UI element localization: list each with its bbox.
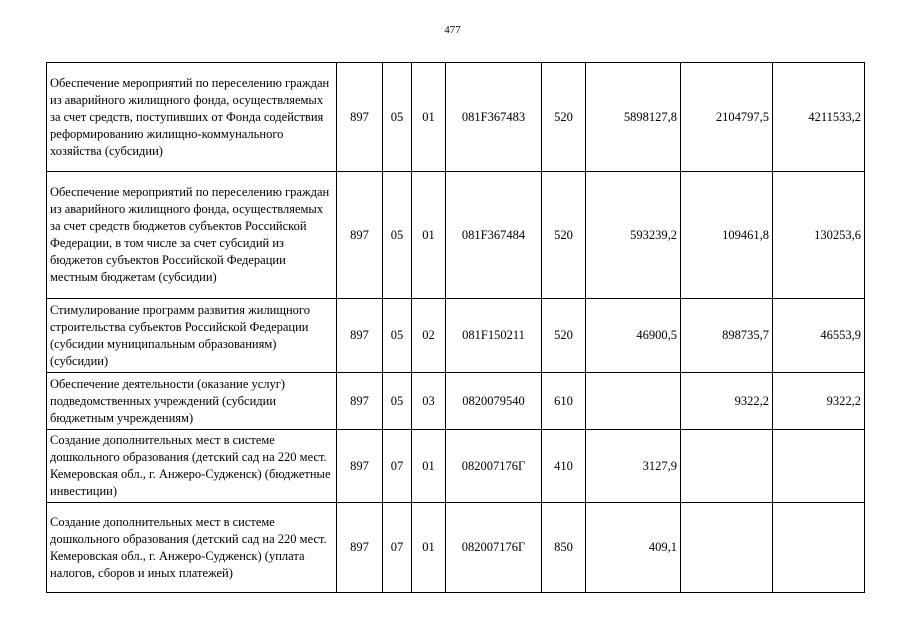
- row-grbs-code: 897: [337, 503, 383, 593]
- row-amount-year-3: [773, 430, 865, 503]
- table-row: [47, 172, 865, 299]
- page-number: 477: [444, 24, 461, 36]
- row-description: Обеспечение мероприятий по переселению граждан из аварийного жилищного фонда, осуществляемых за счет средств бюджетов субъектов Российской Федерации, в том числе за счет субсидий из бюджетов субъектов Российской Федерации местным бюджетам (субсидии): [47, 172, 337, 299]
- row-description: Создание дополнительных мест в системе дошкольного образования (детский сад на 220 мест. Кемеровская обл., г. Анжеро-Судженск) (бюджетные инвестиции): [47, 430, 337, 503]
- row-subsection-code: 01: [412, 172, 446, 299]
- row-expense-type-code: 520: [542, 63, 586, 172]
- table-row: [47, 373, 865, 430]
- row-description: Обеспечение деятельности (оказание услуг) подведомственных учреждений (субсидии бюджетным учреждениям): [47, 373, 337, 430]
- row-amount-year-1: [586, 373, 681, 430]
- row-subsection-code: 01: [412, 430, 446, 503]
- row-amount-year-3: 46553,9: [773, 299, 865, 373]
- table-row: [47, 503, 865, 593]
- row-target-code: 081F367483: [446, 63, 542, 172]
- row-subsection-code: 02: [412, 299, 446, 373]
- row-grbs-code: 897: [337, 430, 383, 503]
- row-amount-year-1: 46900,5: [586, 299, 681, 373]
- row-grbs-code: 897: [337, 63, 383, 172]
- row-description: Обеспечение мероприятий по переселению граждан из аварийного жилищного фонда, осуществляемых за счет средств, поступивших от Фонда содействия реформированию жилищно-коммунального хозяйства (субсидии): [47, 63, 337, 172]
- row-amount-year-2: 9322,2: [681, 373, 773, 430]
- row-target-code: 082007176Г: [446, 503, 542, 593]
- row-subsection-code: 01: [412, 63, 446, 172]
- row-expense-type-code: 410: [542, 430, 586, 503]
- row-target-code: 082007176Г: [446, 430, 542, 503]
- row-amount-year-1: 593239,2: [586, 172, 681, 299]
- row-expense-type-code: 610: [542, 373, 586, 430]
- row-amount-year-3: 9322,2: [773, 373, 865, 430]
- row-section-code: 07: [383, 430, 412, 503]
- row-subsection-code: 03: [412, 373, 446, 430]
- row-description: Стимулирование программ развития жилищного строительства субъектов Российской Федерации (субсидии муниципальным образованиям) (субсидии): [47, 299, 337, 373]
- row-amount-year-1: 3127,9: [586, 430, 681, 503]
- row-amount-year-2: [681, 503, 773, 593]
- row-target-code: 081F367484: [446, 172, 542, 299]
- row-grbs-code: 897: [337, 299, 383, 373]
- row-amount-year-3: 4211533,2: [773, 63, 865, 172]
- row-amount-year-2: [681, 430, 773, 503]
- row-amount-year-1: 409,1: [586, 503, 681, 593]
- row-section-code: 07: [383, 503, 412, 593]
- row-subsection-code: 01: [412, 503, 446, 593]
- table-row: [47, 299, 865, 373]
- row-section-code: 05: [383, 373, 412, 430]
- row-section-code: 05: [383, 172, 412, 299]
- row-section-code: 05: [383, 63, 412, 172]
- row-expense-type-code: 520: [542, 172, 586, 299]
- row-amount-year-2: 2104797,5: [681, 63, 773, 172]
- row-target-code: 081F150211: [446, 299, 542, 373]
- row-amount-year-2: 898735,7: [681, 299, 773, 373]
- row-amount-year-1: 5898127,8: [586, 63, 681, 172]
- row-target-code: 0820079540: [446, 373, 542, 430]
- row-expense-type-code: 520: [542, 299, 586, 373]
- row-expense-type-code: 850: [542, 503, 586, 593]
- row-section-code: 05: [383, 299, 412, 373]
- row-grbs-code: 897: [337, 172, 383, 299]
- row-amount-year-3: [773, 503, 865, 593]
- budget-table: [46, 62, 865, 593]
- row-amount-year-2: 109461,8: [681, 172, 773, 299]
- row-description: Создание дополнительных мест в системе дошкольного образования (детский сад на 220 мест. Кемеровская обл., г. Анжеро-Судженск) (уплата налогов, сборов и иных платежей): [47, 503, 337, 593]
- row-amount-year-3: 130253,6: [773, 172, 865, 299]
- table-row: [47, 430, 865, 503]
- row-grbs-code: 897: [337, 373, 383, 430]
- table-row: [47, 63, 865, 172]
